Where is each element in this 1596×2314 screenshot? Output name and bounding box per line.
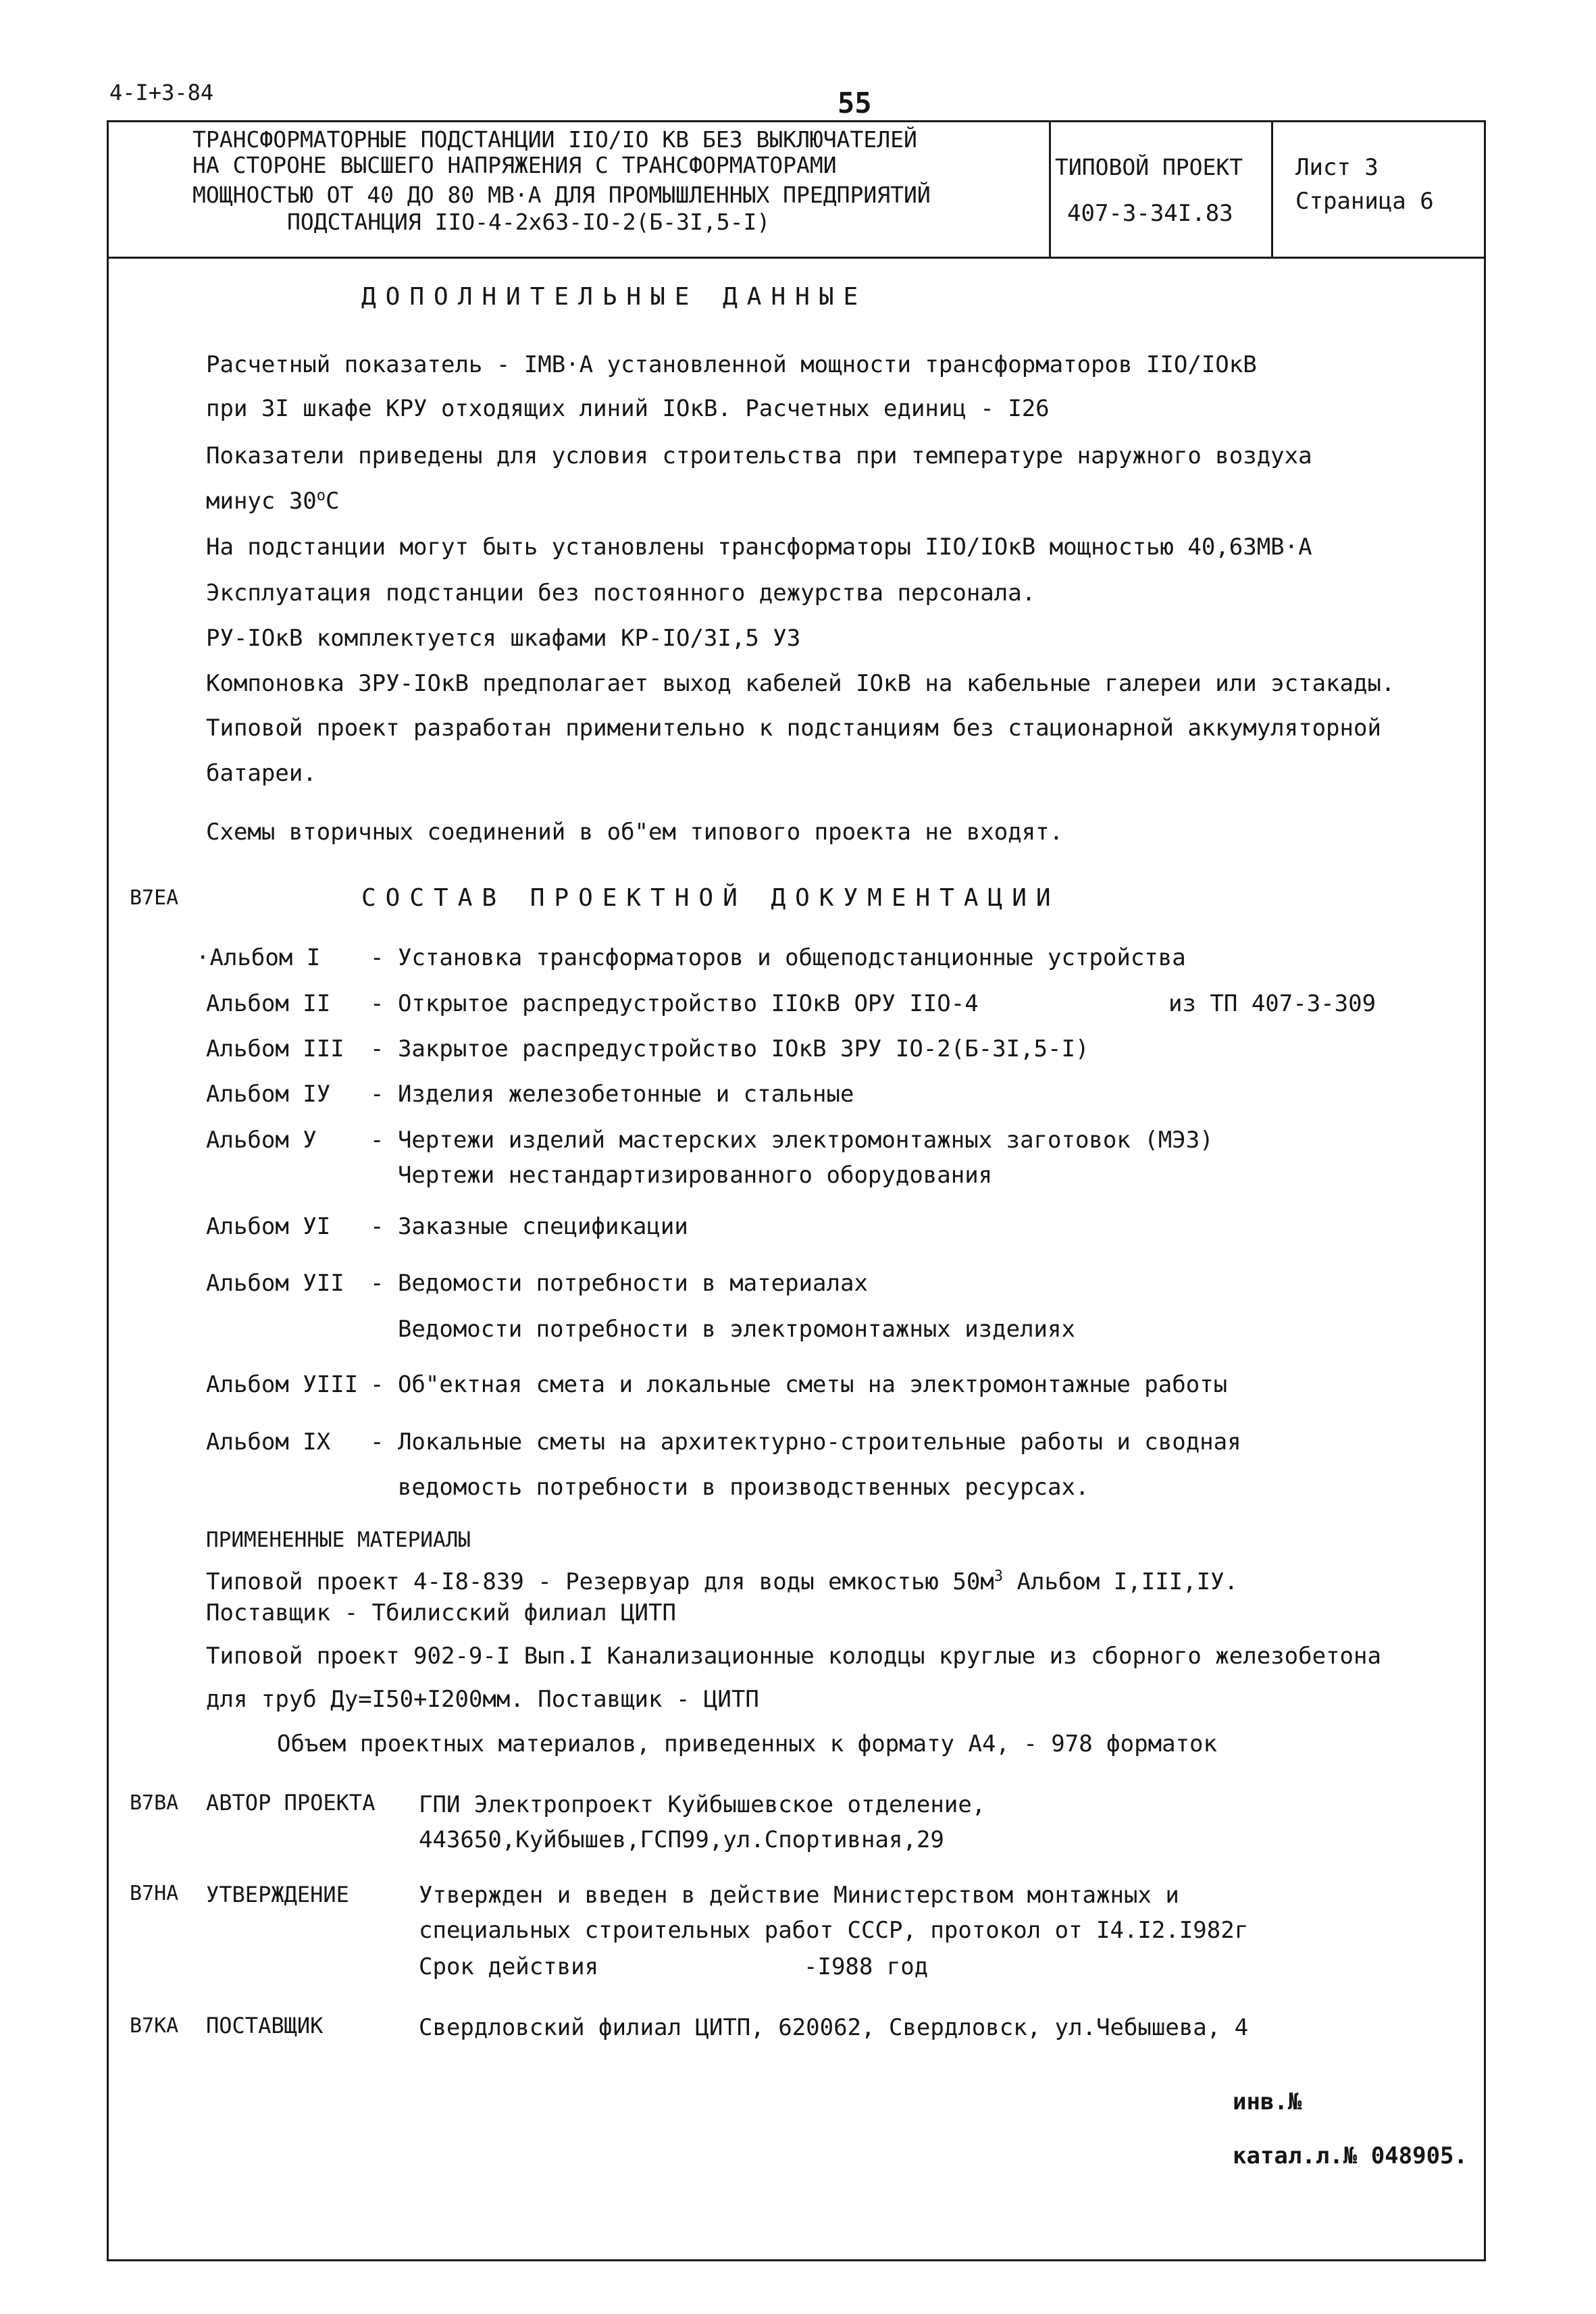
title-line: ТРАНСФОРМАТОРНЫЕ ПОДСТАНЦИИ IIО/IО КВ БЕЗ ВЫКЛЮЧАТЕЛЕЙ — [192, 126, 917, 153]
album-label: ·Альбом I — [196, 944, 321, 971]
materials-line-part: Альбом I,III,IУ. — [1003, 1568, 1239, 1595]
materials-line: Поставщик - Тбилисский филиал ЦИТП — [206, 1599, 676, 1626]
album-description: - Изделия железобетонные и стальные — [370, 1081, 854, 1108]
text-line: РУ-IОкВ комплектуется шкафами КР-IО/3I,5 У3 — [206, 625, 801, 652]
text-line: при 3I шкафе КРУ отходящих линий IОкВ. Расчетных единиц - I26 — [206, 395, 1050, 422]
title-block-separator-1 — [1049, 120, 1051, 257]
temperature-unit: С — [326, 488, 340, 515]
text-line: батареи. — [206, 760, 317, 787]
title-line: МОЩНОСТЬЮ ОТ 40 ДО 80 МВ·А ДЛЯ ПРОМЫШЛЕННЫХ ПРЕДПРИЯТИЙ — [192, 182, 931, 208]
sheet-label: Лист 3 — [1295, 154, 1379, 181]
author-line: ГПИ Электропроект Куйбышевское отделение, — [419, 1791, 986, 1818]
text-line: Компоновка ЗРУ-IОкВ предполагает выход кабелей IОкВ на кабельные галереи или эстакады. — [206, 670, 1395, 697]
degree-sign: о — [316, 487, 326, 505]
materials-line: Типовой проект 902-9-I Вып.I Канализационные колодцы круглые из сборного железобетона — [206, 1643, 1381, 1670]
album-description: - Ведомости потребности в материалах — [370, 1270, 868, 1297]
page-label: Страница 6 — [1295, 188, 1434, 215]
text-line: Расчетный показатель - IМВ·А установленной мощности трансформаторов IIО/IОкВ — [206, 351, 1257, 378]
album-description: Чертежи нестандартизированного оборудования — [370, 1162, 993, 1189]
text-line-part: минус 30 — [206, 488, 317, 515]
album-label: Альбом УII — [206, 1270, 344, 1297]
album-label: Альбом У — [206, 1127, 317, 1154]
album-label: Альбом III — [206, 1035, 344, 1062]
materials-line: для труб Ду=I50+I200мм. Поставщик - ЦИТП — [206, 1686, 759, 1713]
catalog-number: катал.л.№ 048905. — [1233, 2142, 1468, 2169]
page-number: 55 — [838, 86, 872, 120]
text-line: На подстанции могут быть установлены трансформаторы IIО/IОкВ мощностью 40,63МВ·А — [206, 534, 1312, 561]
materials-line — [206, 1568, 1238, 1596]
text-line — [206, 488, 340, 515]
album-description: - Закрытое распредустройство IОкВ ЗРУ IО-2(Б-3I,5-I) — [370, 1035, 1089, 1062]
project-label: ТИПОВОЙ ПРОЕКТ — [1055, 154, 1243, 180]
inventory-number: инв.№ — [1233, 2088, 1302, 2115]
section-heading: ДОПОЛНИТЕЛЬНЫЕ ДАННЫЕ — [361, 283, 868, 311]
materials-volume: Объем проектных материалов, приведенных к формату А4, - 978 форматок — [277, 1730, 1217, 1757]
text-line: Типовой проект разработан применительно к подстанциям без стационарной аккумуляторной — [206, 715, 1381, 742]
superscript-3: 3 — [994, 1568, 1004, 1585]
title-line: ПОДСТАНЦИЯ IIО-4-2х63-IО-2(Б-3I,5-I) — [287, 209, 771, 235]
album-description: - Чертежи изделий мастерских электромонтажных заготовок (МЭЗ) — [370, 1127, 1214, 1154]
album-description: Ведомости потребности в электромонтажных изделиях — [370, 1316, 1075, 1343]
section-label: УТВЕРЖДЕНИЕ — [206, 1882, 349, 1907]
section-code: В7ВА — [130, 1791, 179, 1815]
album-label: Альбом УIII — [206, 1371, 359, 1398]
section-label: АВТОР ПРОЕКТА — [206, 1790, 376, 1816]
text-line: Показатели приведены для условия строительства при температуре наружного воздуха — [206, 442, 1312, 469]
album-note: из ТП 407-3-309 — [1168, 990, 1376, 1017]
album-label: Альбом II — [206, 990, 331, 1017]
section-heading: СОСТАВ ПРОЕКТНОЙ ДОКУМЕНТАЦИИ — [361, 884, 1060, 912]
section-code: В7ЕА — [130, 886, 179, 910]
album-label: Альбом IХ — [206, 1429, 331, 1456]
album-description: - Локальные сметы на архитектурно-строительные работы и сводная — [370, 1429, 1241, 1456]
title-block-separator-2 — [1271, 120, 1273, 257]
section-code: В7НА — [130, 1882, 179, 1905]
author-line: 443650,Куйбышев,ГСП99,ул.Спортивная,29 — [419, 1826, 944, 1853]
album-description: - Заказные спецификации — [370, 1213, 688, 1240]
document-code: 4-I+3-84 — [109, 80, 214, 105]
approval-line: специальных строительных работ СССР, протокол от I4.I2.I982г — [419, 1917, 1249, 1944]
validity-value: -I988 год — [804, 1953, 929, 1980]
supplier-text: Свердловский филиал ЦИТП, 620062, Свердловск, ул.Чебышева, 4 — [419, 2014, 1249, 2041]
album-label: Альбом УI — [206, 1213, 331, 1240]
album-description: - Открытое распредустройство IIОкВ ОРУ IIО-4 — [370, 990, 979, 1017]
album-description: - Установка трансформаторов и общеподстанционные устройства — [370, 944, 1186, 971]
approval-line: Утвержден и введен в действие Министерством монтажных и — [419, 1882, 1179, 1909]
text-line: Эксплуатация подстанции без постоянного дежурства персонала. — [206, 580, 1036, 607]
album-description: - Об"ектная смета и локальные сметы на электромонтажные работы — [370, 1371, 1228, 1398]
album-description: ведомость потребности в производственных ресурсах. — [370, 1474, 1089, 1501]
validity-label: Срок действия — [419, 1953, 599, 1980]
title-line: НА СТОРОНЕ ВЫСШЕГО НАПРЯЖЕНИЯ С ТРАНСФОРМАТОРАМИ — [192, 152, 837, 178]
text-line: Схемы вторичных соединений в об"ем типового проекта не входят. — [206, 819, 1064, 846]
materials-line-part: Типовой проект 4-I8-839 - Резервуар для воды емкостью 50м — [206, 1568, 994, 1595]
section-code: В7КА — [130, 2014, 179, 2038]
title-block-divider — [107, 257, 1486, 259]
section-label: ПОСТАВЩИК — [206, 2013, 324, 2038]
project-number: 407-3-34I.83 — [1067, 200, 1233, 227]
album-label: Альбом IУ — [206, 1081, 331, 1108]
materials-heading: ПРИМЕНЕННЫЕ МАТЕРИАЛЫ — [206, 1528, 471, 1552]
